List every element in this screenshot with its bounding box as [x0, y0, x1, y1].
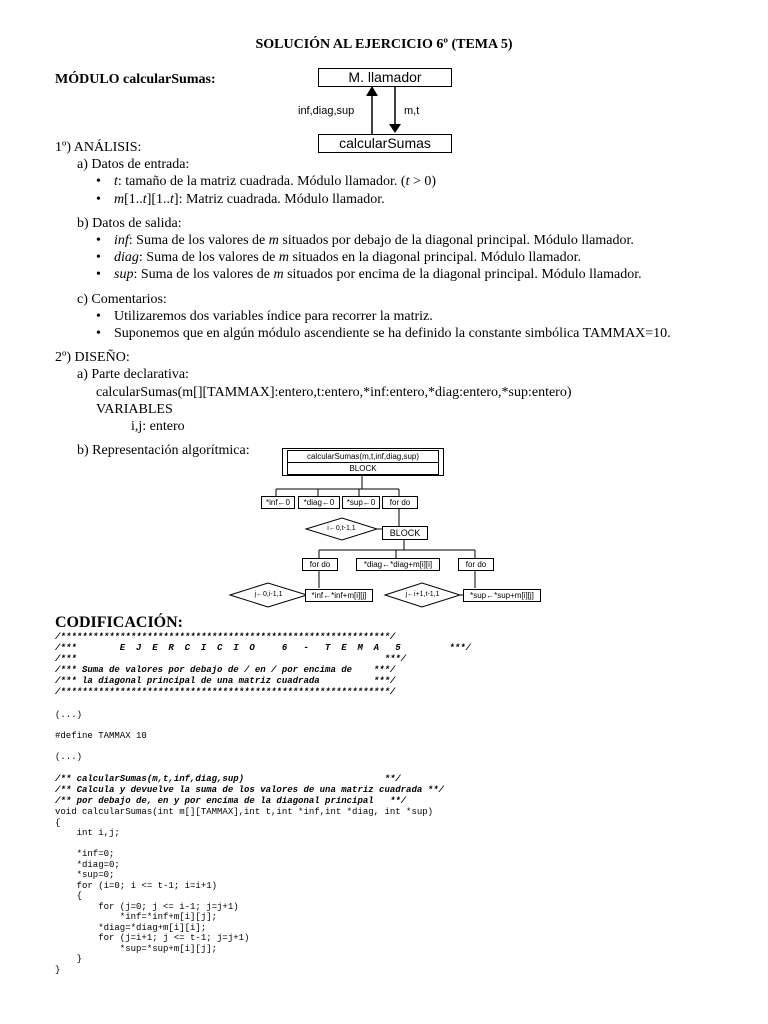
flow-diag-init: *diag←0: [298, 496, 340, 509]
comments-heading: c) Comentarios:: [77, 292, 167, 307]
output-item-diag: • diag: Suma de los valores de m situados en la diagonal principal. Módulo llamador.: [114, 249, 581, 266]
code-function-body: void calcularSumas(int m[][TAMMAX],int t,int *inf,int *diag, int *sup) { int i,j; *inf=0; *diag=0; *sup=0; for (i=0; i <= t-1; i=i+1) { for (j=0; j <= i-1; j=j+1) *inf=*inf+m[i][j]; *diag=*diag+m[i][i]; for (j=i+1; j <= t-1; j=j+1) *sup=*sup+m[i][j]; } }: [55, 807, 434, 975]
code-fn-comment-2: /** Calcula y devuelve la suma de los valores de una matriz cuadrada **/: [55, 785, 444, 795]
code-ellipsis-2: (...): [55, 752, 83, 762]
caller-box: M. llamador: [318, 68, 452, 87]
coding-heading: CODIFICACIÓN:: [55, 614, 183, 631]
code-fn-comment-1: /** calcularSumas(m,t,inf,diag,sup) **/: [55, 774, 401, 784]
flow-diag-stmt: *diag←*diag+m[i][i]: [356, 558, 440, 571]
comment-item-2: • Suponemos que en algún módulo ascendiente se ha definido la constante simbólica TAMMAX=10.: [114, 325, 671, 342]
callee-box: calcularSumas: [318, 134, 452, 153]
flow-loop-j2-label: j←i+1,t-1,1: [405, 591, 440, 598]
variables-value: i,j: entero: [131, 419, 185, 434]
output-item-sup: • sup: Suma de los valores de m situados por encima de la diagonal principal. Módulo llamador.: [114, 266, 642, 283]
code-header-line-6: /*************************************************************/: [55, 687, 396, 697]
input-item-t: • t: tamaño de la matriz cuadrada. Módulo llamador. (t > 0): [114, 173, 436, 190]
flow-header: calcularSumas(m,t,inf,diag,sup): [287, 450, 439, 463]
code-header-line-5: /*** la diagonal principal de una matriz cuadrada ***/: [55, 676, 396, 686]
code-header-line-4: /*** Suma de valores por debajo de / en / por encima de ***/: [55, 665, 396, 675]
page-title: SOLUCIÓN AL EJERCICIO 6º (TEMA 5): [255, 37, 513, 52]
function-signature: calcularSumas(m[][TAMMAX]:entero,t:entero,*inf:entero,*diag:entero,*sup:entero): [96, 385, 572, 400]
flow-for-do-outer: for do: [382, 496, 418, 509]
decl-heading: a) Parte declarativa:: [77, 367, 189, 382]
flow-block: BLOCK: [287, 462, 439, 475]
flow-block-inner: BLOCK: [382, 526, 428, 540]
output-item-inf: • inf: Suma de los valores de m situados por debajo de la diagonal principal. Módulo llamador.: [114, 232, 634, 249]
comment-item-1: • Utilizaremos dos variables índice para recorrer la matriz.: [114, 308, 433, 325]
flow-inf-init: *inf←0: [261, 496, 295, 509]
code-header-line-1: /*************************************************************/: [55, 632, 396, 642]
flow-for-do-j1: for do: [302, 558, 338, 571]
flow-for-do-j2: for do: [458, 558, 494, 571]
analysis-heading: 1º) ANÁLISIS:: [55, 140, 142, 155]
code-define: #define TAMMAX 10: [55, 731, 147, 741]
outputs-heading: b) Datos de salida:: [77, 216, 182, 231]
flow-sup-stmt: *sup←*sup+m[i][j]: [463, 589, 541, 602]
design-heading: 2º) DISEÑO:: [55, 350, 130, 365]
flow-loop-i-label: i←0,t-1,1: [327, 525, 356, 532]
flow-loop-j1-label: j←0,i-1,1: [254, 591, 283, 598]
code-header-line-2: /*** E J E R C I C I O 6 - T E M A 5 ***/: [55, 643, 471, 653]
input-params-label: m,t: [404, 105, 420, 117]
inputs-heading: a) Datos de entrada:: [77, 157, 190, 172]
return-params-label: inf,diag,sup: [298, 105, 355, 117]
variables-label: VARIABLES: [96, 402, 173, 417]
input-item-m: • m[1..t][1..t]: Matriz cuadrada. Módulo llamador.: [114, 191, 385, 208]
code-fn-comment-3: /** por debajo de, en y por encima de la diagonal principal **/: [55, 796, 407, 806]
code-ellipsis-1: (...): [55, 710, 83, 720]
module-heading: MÓDULO calcularSumas:: [55, 72, 216, 87]
algo-heading: b) Representación algorítmica:: [77, 443, 250, 458]
code-header-line-3: /*** ***/: [55, 654, 407, 664]
flow-inf-stmt: *inf←*inf+m[i][j]: [305, 589, 373, 602]
flow-sup-init: *sup←0: [342, 496, 380, 509]
